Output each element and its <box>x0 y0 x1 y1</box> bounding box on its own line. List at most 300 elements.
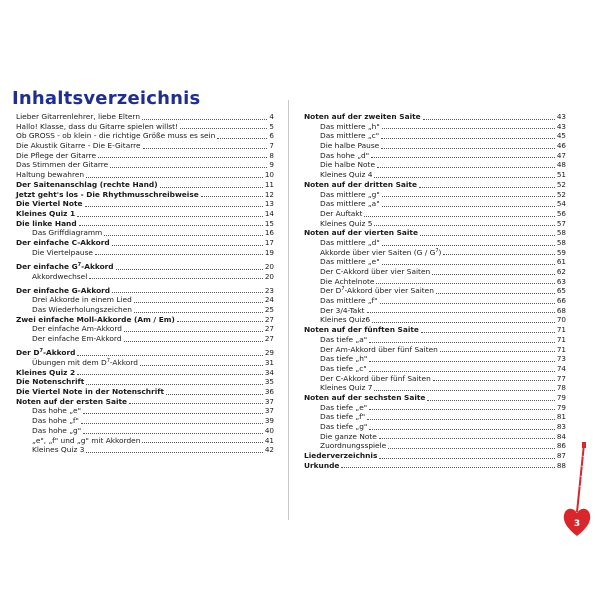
toc-entry-title: Der Saitenanschlag (rechte Hand) <box>16 179 158 189</box>
superscript: 7 <box>435 247 439 254</box>
dot-leader <box>142 441 262 443</box>
toc-entry <box>16 358 274 368</box>
toc-entry <box>16 368 274 378</box>
toc-entry-title: Die halbe Pause <box>320 141 380 151</box>
dot-leader <box>166 393 263 395</box>
toc-entry-page: 88 <box>556 460 566 470</box>
toc-entry <box>16 295 274 305</box>
dot-leader <box>134 311 263 313</box>
toc-entry <box>304 257 566 267</box>
toc-entry-page: 36 <box>264 387 274 397</box>
toc-entry <box>16 426 274 436</box>
dot-leader <box>83 412 263 414</box>
toc-entry <box>16 406 274 416</box>
dot-leader <box>77 373 263 375</box>
dot-leader <box>433 379 555 381</box>
dot-leader <box>382 195 555 197</box>
dot-leader <box>419 186 555 188</box>
superscript: 7 <box>77 261 82 268</box>
dot-leader <box>420 234 555 236</box>
toc-entry-title: Das tiefe „g" <box>320 422 368 431</box>
toc-entry <box>304 219 566 229</box>
toc-entry-page: 25 <box>264 305 274 315</box>
toc-entry <box>16 397 274 407</box>
dot-leader <box>374 176 554 178</box>
toc-entry-page: 23 <box>264 285 274 295</box>
toc-entry-title: Das hohe „e" <box>32 406 81 416</box>
toc-entry-page: 43 <box>556 112 566 121</box>
toc-entry-title: Das tiefe „a" <box>320 334 368 344</box>
toc-entry-title <box>320 248 441 258</box>
dot-leader <box>367 311 555 313</box>
dot-leader <box>112 291 263 293</box>
toc-entry <box>304 122 566 132</box>
toc-entry-title: Das tiefe „f" <box>320 412 366 422</box>
toc-entry <box>16 190 274 200</box>
toc-entry-page: 42 <box>264 445 274 455</box>
toc-entry-title <box>32 358 138 368</box>
toc-entry-title: Kleines Quiz 2 <box>16 367 76 377</box>
toc-entry-title: Kleines Quiz6 <box>320 315 371 325</box>
toc-entry-title-part: -Akkord <box>42 348 76 358</box>
toc-entry <box>304 180 566 190</box>
toc-entry <box>16 122 274 132</box>
toc-entry <box>16 416 274 426</box>
toc-entry <box>16 272 274 282</box>
toc-entry-title: Kleines Quiz 5 <box>320 218 373 228</box>
toc-entry-page: 5 <box>269 121 274 131</box>
toc-entry <box>16 324 274 334</box>
toc-entry-page: 79 <box>556 392 566 402</box>
toc-entry-page: 9 <box>269 160 274 170</box>
toc-entry <box>304 325 566 335</box>
toc-entry-page: 27 <box>264 334 274 344</box>
toc-entry-title <box>16 348 75 358</box>
toc-entry <box>304 112 566 122</box>
dot-leader <box>382 205 555 207</box>
superscript: 7 <box>341 286 345 293</box>
toc-entry-page: 20 <box>264 271 274 281</box>
toc-entry <box>304 345 566 355</box>
dot-leader <box>89 277 263 279</box>
toc-entry-page: 61 <box>556 257 566 267</box>
toc-entry <box>16 131 274 141</box>
dot-leader <box>381 147 555 149</box>
toc-entry-title: Das Griffdiagramm <box>32 228 103 238</box>
toc-entry-title: Das mittlere „a" <box>320 199 380 209</box>
toc-entry <box>304 432 566 442</box>
toc-entry <box>304 248 566 258</box>
dot-leader <box>79 224 263 226</box>
toc-entry-page: 58 <box>556 237 566 247</box>
toc-entry <box>16 387 274 397</box>
toc-entry-page: 58 <box>556 228 566 238</box>
toc-entry <box>304 296 566 306</box>
toc-entry-title: Kleines Quiz 3 <box>32 445 85 455</box>
toc-entry-page: 78 <box>556 383 566 393</box>
toc-entry-title-part: Übungen mit dem D <box>32 358 107 367</box>
dot-leader <box>134 301 263 303</box>
toc-entry-title: Der 3/4-Takt <box>320 305 365 315</box>
toc-entry-page: 40 <box>264 425 274 435</box>
toc-entry-title: Die ganze Note <box>320 431 377 441</box>
dot-leader <box>379 457 554 459</box>
toc-entry <box>16 209 274 219</box>
dot-leader <box>379 437 555 439</box>
toc-entry-title: Noten auf der dritten Saite <box>304 179 417 189</box>
toc-entry-page: 14 <box>264 208 274 218</box>
toc-entry-title-part: -Akkord <box>109 358 138 367</box>
dot-leader <box>104 234 263 236</box>
guitar-page-icon <box>560 440 594 540</box>
toc-entry <box>304 403 566 413</box>
toc-entry-page: 73 <box>556 354 566 364</box>
dot-leader <box>124 340 263 342</box>
toc-entry-page: 66 <box>556 296 566 306</box>
toc-entry-page: 13 <box>264 199 274 209</box>
toc-entry-page: 51 <box>556 170 566 180</box>
toc-entry <box>16 228 274 238</box>
toc-entry-page: 31 <box>264 358 274 367</box>
toc-entry-page: 43 <box>556 121 566 131</box>
toc-entry-title: Noten auf der sechsten Saite <box>304 392 426 402</box>
dot-leader <box>376 282 554 284</box>
dot-leader <box>382 127 555 129</box>
toc-entry <box>16 199 274 209</box>
toc-entry <box>304 238 566 248</box>
toc-entry <box>304 209 566 219</box>
toc-entry <box>304 267 566 277</box>
toc-entry-title-part: Der D <box>16 348 40 358</box>
toc-entry-title: Der einfache C-Akkord <box>16 237 110 247</box>
toc-right-column <box>304 112 566 470</box>
toc-entry-page: 19 <box>264 247 274 257</box>
toc-entry-page: 37 <box>264 396 274 406</box>
toc-entry-page: 84 <box>556 431 566 441</box>
toc-entry-page: 20 <box>264 261 274 271</box>
dot-leader <box>77 354 262 356</box>
toc-entry <box>16 334 274 344</box>
dot-leader <box>388 447 555 449</box>
toc-entry-title: Das mittlere „d" <box>320 237 380 247</box>
toc-entry-title: Das hohe „f" <box>32 416 79 426</box>
toc-entry <box>16 219 274 229</box>
toc-entry-title: Kleines Quiz 7 <box>320 383 373 393</box>
toc-entry-page: 52 <box>556 189 566 199</box>
toc-entry <box>16 151 274 161</box>
dot-leader <box>423 118 555 120</box>
toc-entry <box>304 286 566 296</box>
dot-leader <box>124 330 263 332</box>
toc-entry <box>304 374 566 384</box>
toc-entry-title: Das tiefe „c" <box>320 363 367 373</box>
dot-leader <box>86 451 262 453</box>
dot-leader <box>110 166 267 168</box>
dot-leader <box>374 224 554 226</box>
toc-entry-title: Noten auf der zweiten Saite <box>304 112 421 121</box>
toc-entry <box>16 238 274 248</box>
dot-leader <box>129 402 263 404</box>
toc-entry-title: Das tiefe „e" <box>320 402 368 412</box>
superscript: 7 <box>39 348 43 355</box>
toc-entry-title-part: ) <box>438 247 442 257</box>
toc-entry-title: Das Stimmen der Gitarre <box>16 160 109 170</box>
toc-entry <box>16 112 274 122</box>
toc-entry <box>304 383 566 393</box>
toc-entry-title: Hallo! Klasse, dass du Gitarre spielen willst! <box>16 121 178 131</box>
toc-entry-page: 29 <box>264 348 274 358</box>
toc-entry-title: Das mittlere „c" <box>320 131 380 141</box>
dot-leader <box>140 364 263 366</box>
toc-entry <box>304 277 566 287</box>
toc-entry <box>16 445 274 455</box>
toc-entry-page: 68 <box>556 305 566 315</box>
toc-entry-page: 87 <box>556 451 566 461</box>
dot-leader <box>143 147 268 149</box>
page-title: Inhaltsverzeichnis <box>12 88 201 109</box>
toc-entry-title-part: Der D <box>320 286 342 296</box>
dot-leader <box>116 268 263 270</box>
toc-entry-title: Die Akustik Gitarre - Die E-Gitarre <box>16 141 141 151</box>
dot-leader <box>436 292 555 294</box>
toc-entry-page: 10 <box>264 170 274 180</box>
toc-entry-page: 74 <box>556 363 566 373</box>
toc-entry-title: Haltung bewahren <box>16 170 85 180</box>
toc-entry-page: 11 <box>264 179 274 189</box>
toc-entry-page: 57 <box>556 218 566 228</box>
toc-entry-title: Kleines Quiz 4 <box>320 170 373 180</box>
toc-entry-page: 56 <box>556 208 566 218</box>
toc-entry-title-part: -Akkord über vier Saiten <box>344 286 434 296</box>
toc-entry-title: Das mittlere „e" <box>320 257 380 267</box>
toc-entry <box>304 315 566 325</box>
toc-entry-page: 34 <box>264 367 274 377</box>
dot-leader <box>443 253 554 255</box>
toc-entry-page: 47 <box>556 150 566 160</box>
toc-entry-page: 65 <box>556 286 566 296</box>
toc-entry <box>304 306 566 316</box>
toc-entry-title <box>16 262 114 272</box>
toc-entry-page: 71 <box>556 334 566 344</box>
dot-leader <box>382 244 555 246</box>
toc-entry-page: 39 <box>264 416 274 426</box>
toc-entry <box>304 151 566 161</box>
toc-entry-page: 37 <box>264 406 274 416</box>
dot-leader <box>112 244 263 246</box>
toc-entry-page: 77 <box>556 373 566 383</box>
dot-leader <box>369 360 555 362</box>
toc-entry-title: Der einfache Em-Akkord <box>32 334 122 344</box>
toc-entry-title: Zwei einfache Moll-Akkorde (Am / Em) <box>16 314 175 324</box>
toc-entry-page: 16 <box>264 228 274 238</box>
toc-entry-title: Das mittlere „f" <box>320 296 378 306</box>
toc-entry-page: 27 <box>264 324 274 334</box>
toc-entry-page: 6 <box>269 131 274 141</box>
toc-entry-title: Drei Akkorde in einem Lied <box>32 295 132 305</box>
toc-entry-title: Der einfache G-Akkord <box>16 285 111 295</box>
column-divider <box>288 100 289 520</box>
dot-leader <box>374 389 554 391</box>
toc-entry-title: Das hohe „g" <box>32 425 82 435</box>
toc-entry-title-part: -Akkord <box>81 261 114 271</box>
toc-entry <box>16 141 274 151</box>
dot-leader <box>341 466 554 468</box>
toc-entry-title <box>320 286 434 296</box>
toc-entry-title: Das mittlere „g" <box>320 189 380 199</box>
dot-leader <box>86 383 263 385</box>
toc-entry-title: Der Am-Akkord über fünf Saiten <box>320 344 438 354</box>
toc-entry-title: Der C-Akkord über vier Saiten <box>320 267 431 276</box>
toc-entry-page: 45 <box>556 131 566 141</box>
dot-leader <box>380 302 555 304</box>
dot-leader <box>371 156 555 158</box>
dot-leader <box>177 320 263 322</box>
toc-entry-page: 48 <box>556 160 566 170</box>
dot-leader <box>81 422 263 424</box>
dot-leader <box>427 399 554 401</box>
toc-entry-title: Ob GROSS - ob klein - die richtige Größe muss es sein <box>16 131 216 141</box>
toc-entry-page: 52 <box>556 179 566 189</box>
toc-entry-page: 83 <box>556 422 566 431</box>
toc-entry <box>304 364 566 374</box>
toc-entry-title: Die Viertel Note <box>16 199 83 209</box>
toc-entry-page: 15 <box>264 218 274 228</box>
toc-entry <box>304 335 566 345</box>
toc-entry-title: Akkordwechsel <box>32 271 88 281</box>
toc-entry-title: Kleines Quiz 1 <box>16 208 76 218</box>
toc-entry-title: Das tiefe „h" <box>320 354 368 364</box>
toc-entry-page: 27 <box>264 314 274 324</box>
toc-entry-page: 4 <box>269 112 274 121</box>
dot-leader <box>77 215 263 217</box>
toc-entry-title: Noten auf der fünften Saite <box>304 325 419 335</box>
toc-entry-page: 71 <box>556 344 566 354</box>
toc-entry-title: Noten auf der ersten Saite <box>16 396 128 406</box>
toc-entry-title: „e", „f" und „g" mit Akkorden <box>32 435 141 445</box>
toc-entry-page: 46 <box>556 141 566 151</box>
toc-entry <box>16 170 274 180</box>
dot-leader <box>160 186 263 188</box>
toc-entry <box>304 412 566 422</box>
toc-entry-title-part: Der einfache G <box>16 261 78 271</box>
superscript: 7 <box>106 358 110 364</box>
toc-entry-page: 70 <box>556 315 566 325</box>
toc-entry-title: Die Viertel Note in der Notenschrift <box>16 387 164 397</box>
toc-left-column <box>16 112 274 455</box>
toc-entry-title: Die linke Hand <box>16 218 77 228</box>
toc-entry <box>304 190 566 200</box>
toc-entry-page: 24 <box>264 295 274 305</box>
toc-entry-title: Die Achtelnote <box>320 276 375 286</box>
toc-entry-page: 8 <box>269 150 274 160</box>
dot-leader <box>421 331 555 333</box>
toc-entry <box>304 170 566 180</box>
toc-entry <box>304 441 566 451</box>
toc-entry-title: Liederverzeichnis <box>304 451 378 461</box>
toc-entry <box>304 422 566 432</box>
toc-entry-title: Die halbe Note <box>320 160 375 170</box>
page-number: 3 <box>573 519 581 529</box>
toc-entry-page: 71 <box>556 325 566 335</box>
toc-entry-title: Lieber Gitarrenlehrer, liebe Eltern <box>16 112 141 121</box>
toc-entry-title: Die Viertelpause <box>32 247 93 257</box>
toc-entry <box>16 436 274 446</box>
toc-entry-title: Die Pflege der Gitarre <box>16 150 97 160</box>
dot-leader <box>381 137 555 139</box>
toc-entry <box>304 354 566 364</box>
toc-entry-page: 12 <box>264 189 274 199</box>
dot-leader <box>367 418 555 420</box>
toc-entry-page: 81 <box>556 412 566 422</box>
toc-entry <box>16 286 274 296</box>
toc-entry <box>16 315 274 325</box>
toc-entry-page: 86 <box>556 441 566 451</box>
toc-entry <box>304 199 566 209</box>
toc-entry-page: 41 <box>264 435 274 445</box>
toc-entry <box>16 305 274 315</box>
dot-leader <box>369 408 555 410</box>
toc-entry-page: 17 <box>264 237 274 247</box>
toc-entry <box>304 451 566 461</box>
toc-entry-page: 7 <box>269 141 274 151</box>
toc-entry <box>304 141 566 151</box>
dot-leader <box>369 341 555 343</box>
toc-entry-title: Der C-Akkord über fünf Saiten <box>320 373 431 383</box>
toc-entry <box>16 262 274 272</box>
toc-entry <box>304 131 566 141</box>
dot-leader <box>382 263 555 265</box>
toc-entry-title: Zuordnungsspiele <box>320 441 387 451</box>
dot-leader <box>369 370 555 372</box>
dot-leader <box>217 137 267 139</box>
dot-leader <box>142 118 267 120</box>
dot-leader <box>364 215 554 217</box>
toc-entry-title: Das hohe „d" <box>320 150 370 160</box>
toc-entry <box>16 348 274 358</box>
toc-entry-page: 63 <box>556 276 566 286</box>
toc-entry-title: Jetzt geht's los - Die Rhythmusschreibweise <box>16 189 199 199</box>
toc-entry-page: 59 <box>556 247 566 257</box>
dot-leader <box>201 195 263 197</box>
toc-entry-page: 79 <box>556 402 566 412</box>
toc-entry-page: 54 <box>556 199 566 209</box>
dot-leader <box>372 321 555 323</box>
toc-entry <box>16 377 274 387</box>
toc-entry-title: Die Notenschrift <box>16 377 85 387</box>
dot-leader <box>440 350 555 352</box>
toc-entry-title: Noten auf der vierten Saite <box>304 228 418 238</box>
toc-entry-title-part: Akkorde über vier Saiten (G / G <box>320 247 436 257</box>
dot-leader <box>98 156 267 158</box>
dot-leader <box>369 428 555 430</box>
toc-entry-title: Urkunde <box>304 460 340 470</box>
toc-entry-title: Das mittlere „h" <box>320 121 380 131</box>
dot-leader <box>180 127 267 129</box>
toc-entry-title: Das Wiederholungszeichen <box>32 305 132 315</box>
toc-entry <box>16 248 274 258</box>
dot-leader <box>432 273 555 275</box>
dot-leader <box>95 253 263 255</box>
dot-leader <box>83 432 263 434</box>
dot-leader <box>85 205 263 207</box>
toc-entry-title: Der Auftakt <box>320 208 363 218</box>
dot-leader <box>377 166 555 168</box>
dot-leader <box>86 176 263 178</box>
toc-entry <box>304 160 566 170</box>
toc-entry-title: Der einfache Am-Akkord <box>32 324 122 334</box>
toc-entry <box>304 393 566 403</box>
toc-entry-page: 62 <box>556 267 566 276</box>
